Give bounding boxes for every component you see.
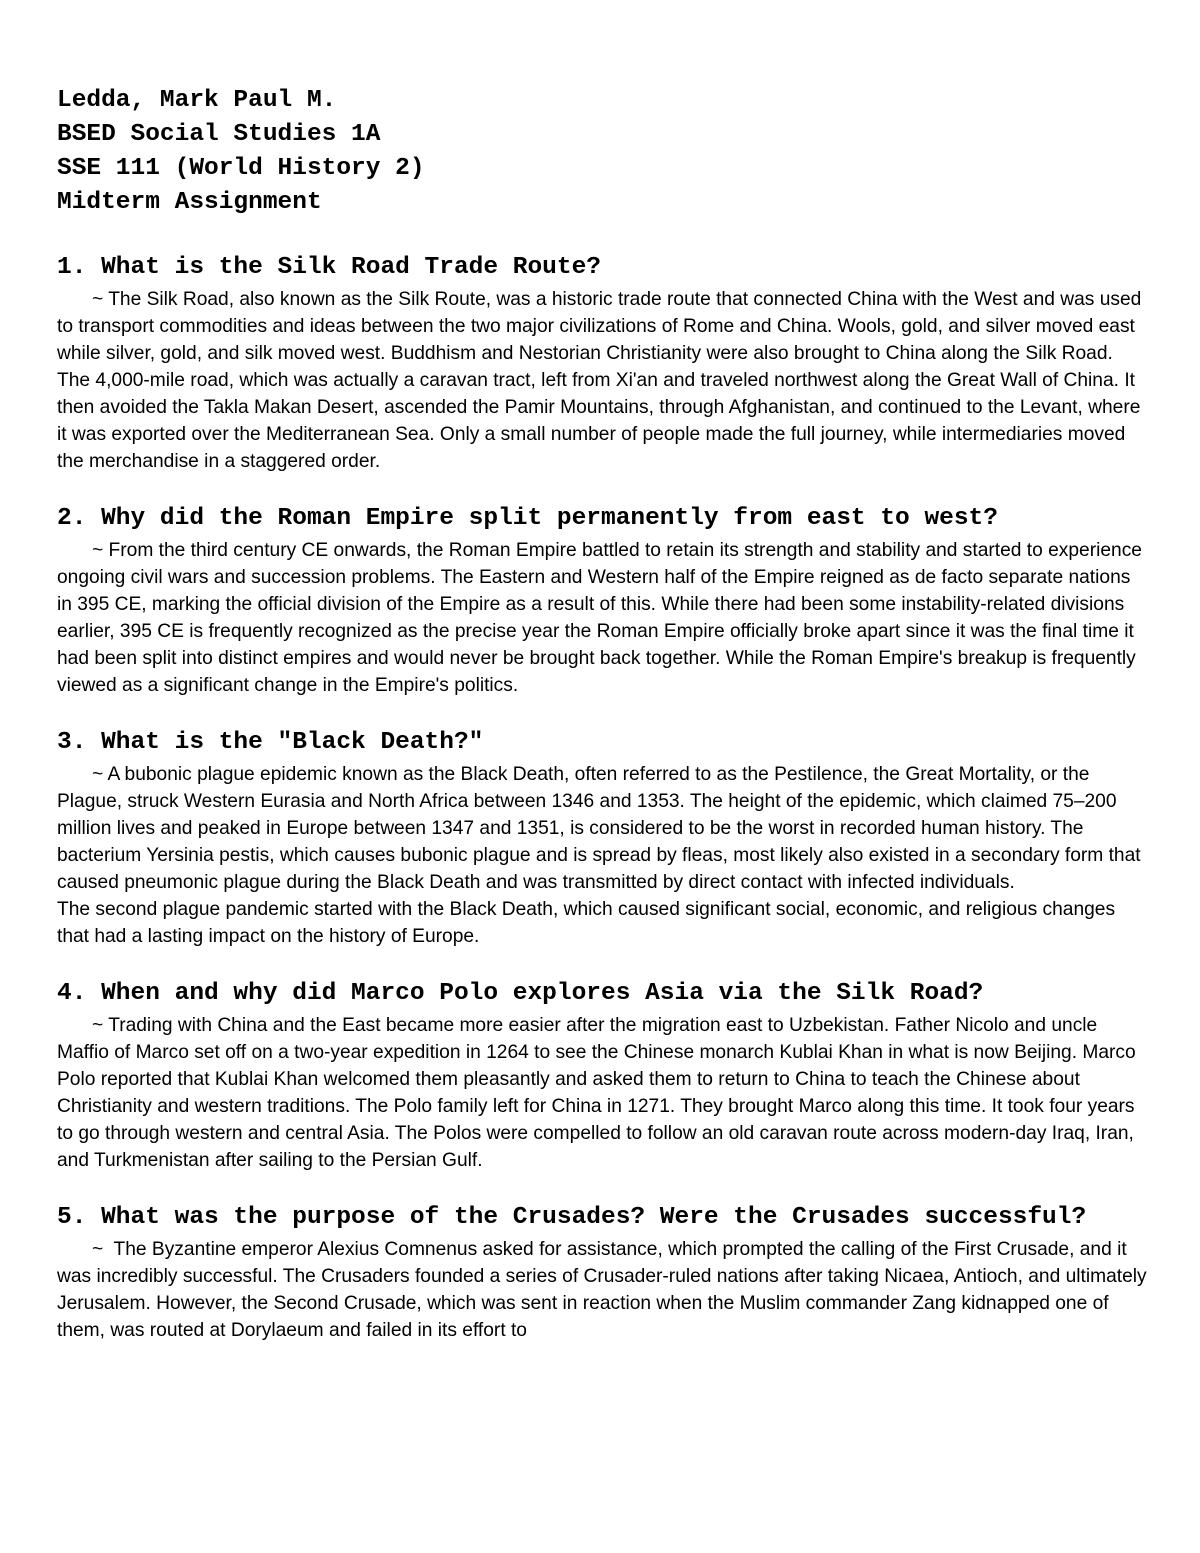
- question-2-answer-paragraph-1: ~ From the third century CE onwards, the Roman Empire battled to retain its strength and stability and started to experience ongoing civil wars and succession problems. The Eastern and Western half of the Empire reigned as de facto separate nations in 395 CE, marking the official division of the Empire as a result of this. While there had been some instability-related divisions earlier, 395 CE is frequently recognized as the precise year the Roman Empire officially broke apart since it was the final time it had been split into distinct empires and would never be brought back together. While the Roman Empire's breakup is frequently viewed as a significant change in the Empire's politics.: [57, 540, 1148, 696]
- assignment-title: Midterm Assignment: [57, 189, 322, 216]
- question-3-title: 3. What is the "Black Death?": [57, 729, 484, 756]
- question-3-answer-paragraph-2: The second plague pandemic started with the Black Death, which caused significant social, economic, and religious changes that had a lasting impact on the history of Europe.: [57, 899, 1121, 947]
- question-5-title: 5. What was the purpose of the Crusades? Were the Crusades successful?: [57, 1204, 1087, 1231]
- student-name: Ledda, Mark Paul M.: [57, 87, 337, 114]
- course-title: SSE 111 (World History 2): [57, 155, 425, 182]
- student-program: BSED Social Studies 1A: [57, 121, 381, 148]
- question-1-answer-paragraph-2: The 4,000-mile road, which was actually a caravan tract, left from Xi'an and traveled northwest along the Great Wall of China. It then avoided the Takla Makan Desert, ascended the Pamir Mountains, through Afghanistan, and continued to the Levant, where it was exported over the Mediterranean Sea. Only a small number of people made the full journey, while intermediaries moved the merchandise in a staggered order.: [57, 370, 1146, 472]
- question-3-answer-paragraph-1: ~ A bubonic plague epidemic known as the Black Death, often referred to as the Pestilence, the Great Mortality, or the Plague, struck Western Eurasia and North Africa between 1346 and 1353. The height of the epidemic, which claimed 75–200 million lives and peaked in Europe between 1347 and 1351, is considered to be the worst in recorded human history. The bacterium Yersinia pestis, which causes bubonic plague and is spread by fleas, most likely also existed in a secondary form that caused pneumonic plague during the Black Death and was transmitted by direct contact with infected individuals.: [57, 764, 1146, 893]
- question-1: [57, 252, 1150, 475]
- student-header: [57, 84, 1150, 220]
- question-2-title: 2. Why did the Roman Empire split permanently from east to west?: [57, 505, 998, 532]
- question-4-answer-paragraph-1: ~ Trading with China and the East became more easier after the migration east to Uzbekistan. Father Nicolo and uncle Maffio of Marco set off on a two-year expedition in 1264 to see the Chinese monarch Kublai Khan in what is now Beijing. Marco Polo reported that Kublai Khan welcomed them pleasantly and asked them to return to China to teach the Chinese about Christianity and western traditions. The Polo family left for China in 1271. They brought Marco along this time. It took four years to go through western and central Asia. The Polos were compelled to follow an old caravan route across modern-day Iraq, Iran, and Turkmenistan after sailing to the Persian Gulf.: [57, 1015, 1142, 1171]
- question-5-answer-paragraph-1: ~ The Byzantine emperor Alexius Comnenus asked for assistance, which prompted the calling of the First Crusade, and it was incredibly successful. The Crusaders founded a series of Crusader-ruled nations after taking Nicaea, Antioch, and ultimately Jerusalem. However, the Second Crusade, which was sent in reaction when the Muslim commander Zang kidnapped one of them, was routed at Dorylaeum and failed in its effort to: [57, 1239, 1152, 1341]
- question-1-answer-paragraph-1: ~ The Silk Road, also known as the Silk Route, was a historic trade route that connected China with the West and was used to transport commodities and ideas between the two major civilizations of Rome and China. Wools, gold, and silver moved east while silver, gold, and silk moved west. Buddhism and Nestorian Christianity were also brought to China along the Silk Road.: [57, 289, 1147, 364]
- question-1-title: 1. What is the Silk Road Trade Route?: [57, 254, 601, 281]
- question-4: [57, 978, 1150, 1174]
- question-4-title: 4. When and why did Marco Polo explores Asia via the Silk Road?: [57, 980, 984, 1007]
- question-2: [57, 503, 1150, 699]
- question-3: [57, 727, 1150, 950]
- question-5: [57, 1202, 1150, 1344]
